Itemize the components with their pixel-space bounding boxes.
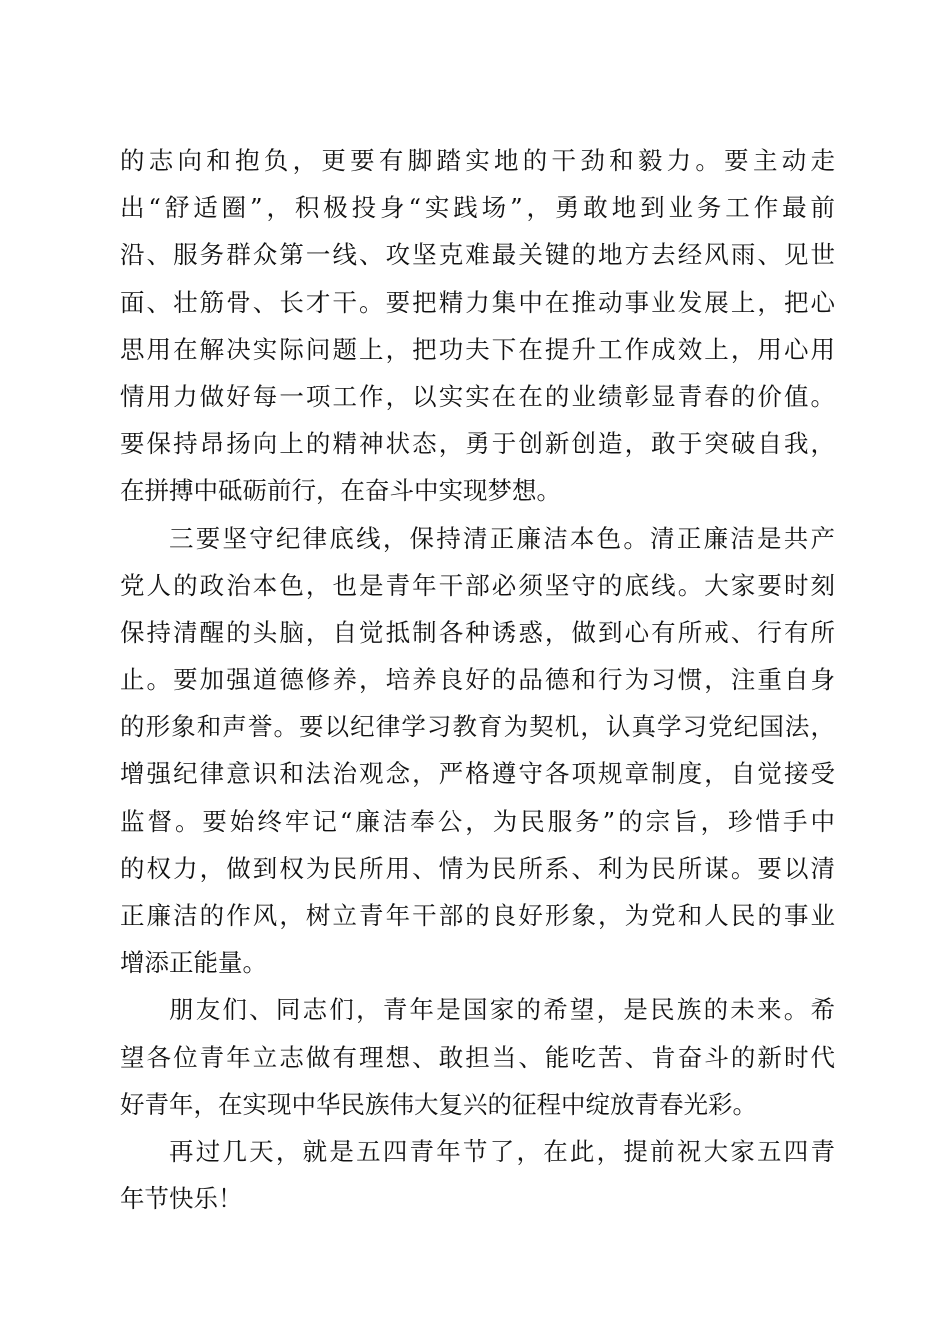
paragraph-first-line: 再过几天，就是五四青年节了，在此，提前祝大家五四青 [169, 1136, 835, 1166]
paragraph-first-line: 朋友们、同志们，青年是国家的希望，是民族的未来。希 [169, 995, 835, 1025]
text-line: 在拼搏中砥砺前行，在奋斗中实现梦想。 [120, 476, 561, 506]
text-line: 监督。要始终牢记“廉洁奉公，为民服务”的宗旨，珍惜手中 [120, 806, 835, 836]
text-line: 保持清醒的头脑，自觉抵制各种诱惑，做到心有所戒、行有所 [120, 617, 835, 647]
text-line: 增添正能量。 [120, 948, 267, 978]
text-line: 面、壮筋骨、长才干。要把精力集中在推动事业发展上，把心 [120, 287, 835, 317]
text-line: 正廉洁的作风，树立青年干部的良好形象，为党和人民的事业 [120, 901, 835, 930]
text-line: 年节快乐！ [120, 1184, 243, 1214]
text-line: 的权力，做到权为民所用、情为民所系、利为民所谋。要以清 [120, 853, 835, 883]
text-line: 好青年，在实现中华民族伟大复兴的征程中绽放青春光彩。 [120, 1089, 757, 1119]
text-line: 止。要加强道德修养，培养良好的品德和行为习惯，注重自身 [120, 665, 835, 695]
body-text [120, 137, 835, 1222]
text-line: 沿、服务群众第一线、攻坚克难最关键的地方去经风雨、见世 [120, 240, 835, 270]
paragraph-first-line: 三要坚守纪律底线，保持清正廉洁本色。清正廉洁是共产 [169, 523, 835, 553]
text-line: 情用力做好每一项工作，以实实在在的业绩彰显青春的价值。 [120, 381, 835, 411]
text-line: 党人的政治本色，也是青年干部必须坚守的底线。大家要时刻 [120, 570, 835, 600]
text-line: 要保持昂扬向上的精神状态，勇于创新创造，敢于突破自我， [120, 429, 835, 459]
text-line: 的形象和声誉。要以纪律学习教育为契机，认真学习党纪国法， [120, 712, 835, 742]
text-line: 望各位青年立志做有理想、敢担当、能吃苦、肯奋斗的新时代 [120, 1042, 835, 1072]
text-line: 思用在解决实际问题上，把功夫下在提升工作成效上，用心用 [120, 334, 835, 364]
text-line: 出“舒适圈”，积极投身“实践场”，勇敢地到业务工作最前 [120, 193, 835, 223]
text-line: 的志向和抱负，更要有脚踏实地的干劲和毅力。要主动走 [120, 146, 835, 175]
text-line: 增强纪律意识和法治观念，严格遵守各项规章制度，自觉接受 [120, 759, 835, 789]
